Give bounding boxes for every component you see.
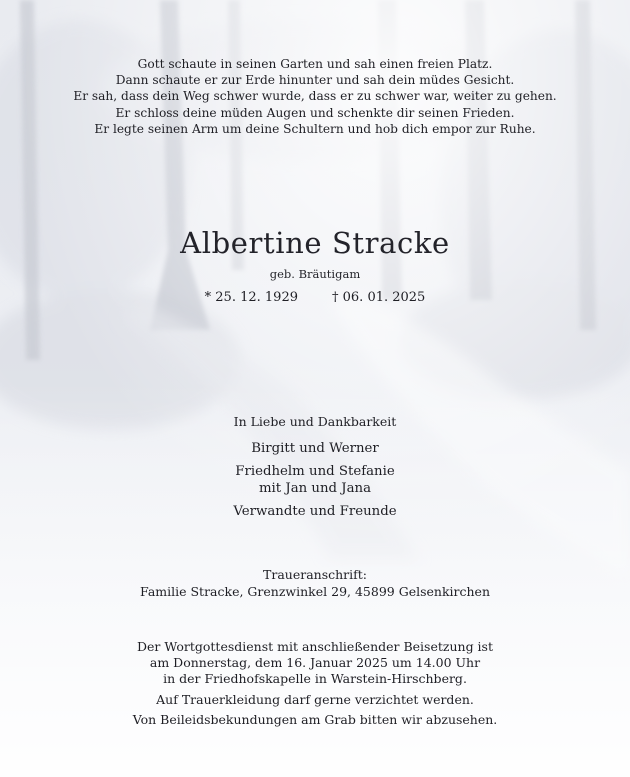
poem [0, 56, 630, 137]
mourner-line: Verwandte und Freunde [233, 504, 397, 519]
service-note: Von Beileidsbekundungen am Grab bitten wir abzusehen. [132, 711, 498, 727]
maiden-name: geb. Bräutigam [269, 267, 361, 281]
service-note: Auf Trauerkleidung darf gerne verzichtet werden. [156, 691, 474, 707]
address-label: Traueranschrift: [263, 567, 367, 582]
poem-line: Gott schaute in seinen Garten und sah einen freien Platz. [137, 57, 493, 71]
service-line: in der Friedhofskapelle in Warstein-Hirschberg. [163, 671, 467, 687]
dedication: In Liebe und Dankbarkeit [233, 414, 397, 429]
service-line: Der Wortgottesdienst mit anschließender Beisetzung ist [136, 639, 493, 654]
mourner-line: mit Jan und Jana [258, 481, 372, 496]
death-date: † 06. 01. 2025 [332, 290, 426, 305]
deceased-name: Albertine Stracke [180, 226, 450, 260]
life-dates [0, 290, 630, 305]
mourners-list [0, 440, 630, 520]
poem-line: Er schloss deine müden Augen und schenkte dir seinen Frieden. [115, 105, 515, 120]
mourning-address: Familie Stracke, Grenzwinkel 29, 45899 Gelsenkirchen [140, 584, 490, 599]
poem-line: Er legte seinen Arm um deine Schultern und hob dich empor zur Ruhe. [94, 121, 536, 136]
mourner-line: Birgitt und Werner [251, 441, 379, 456]
poem-line: Er sah, dass dein Weg schwer wurde, dass er zu schwer war, weiter zu gehen. [73, 89, 557, 104]
birth-date: * 25. 12. 1929 [204, 290, 298, 305]
service-line: am Donnerstag, dem 16. Januar 2025 um 14.00 Uhr [149, 655, 481, 671]
service-info [0, 639, 630, 728]
mourner-line: Friedhelm und Stefanie [235, 464, 395, 479]
poem-line: Dann schaute er zur Erde hinunter und sah dein müdes Gesicht. [115, 73, 515, 88]
